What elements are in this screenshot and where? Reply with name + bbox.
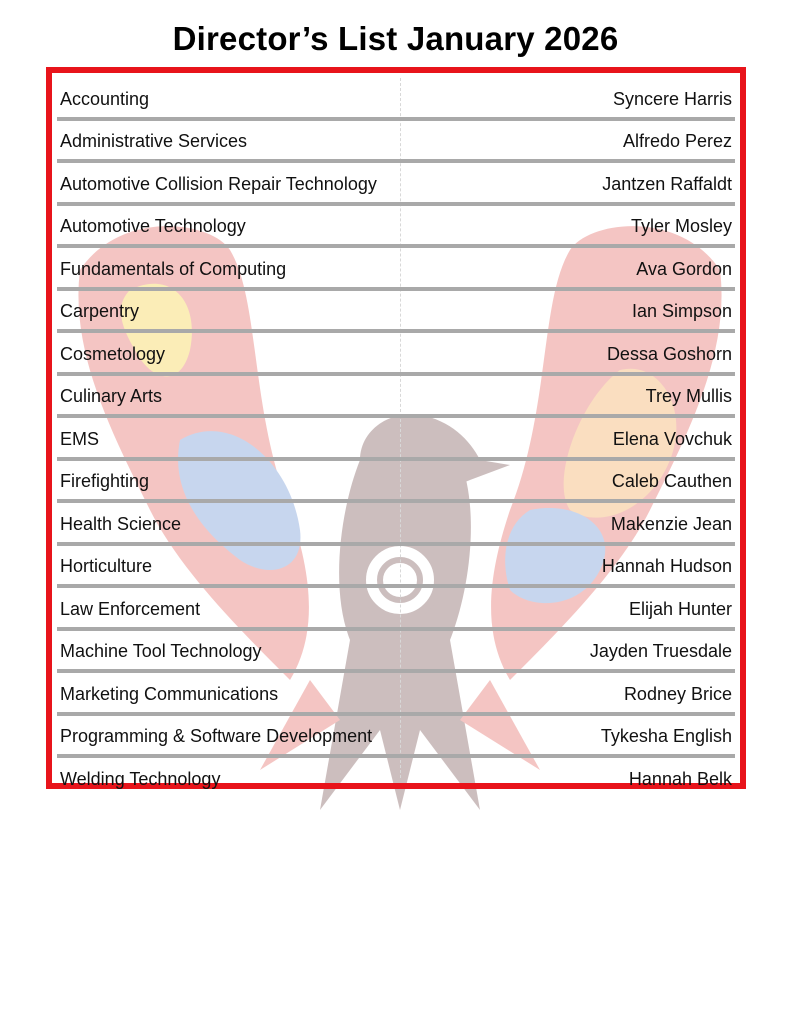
student-name: Alfredo Perez (622, 131, 732, 152)
student-name: Tykesha English (600, 726, 732, 747)
list-item (57, 163, 735, 206)
student-name: Jantzen Raffaldt (602, 173, 732, 194)
list-item (57, 333, 735, 376)
list-item (57, 546, 735, 589)
program-name: Horticulture (60, 556, 153, 577)
list-item (57, 376, 735, 419)
student-name: Tyler Mosley (630, 216, 732, 237)
program-name: Health Science (60, 513, 182, 534)
program-name: Carpentry (60, 301, 140, 322)
list-item (57, 206, 735, 249)
program-name: Accounting (60, 88, 150, 109)
page-title: Director’s List January 2026 (172, 20, 619, 57)
student-name: Elena Vovchuk (612, 428, 732, 449)
student-name: Rodney Brice (623, 683, 732, 704)
student-name: Trey Mullis (645, 386, 732, 407)
student-name: Hannah Hudson (601, 556, 732, 577)
student-name: Caleb Cauthen (611, 471, 732, 492)
program-name: Administrative Services (60, 131, 248, 152)
program-name: Programming & Software Development (60, 726, 373, 747)
student-name: Elijah Hunter (628, 598, 732, 619)
program-name: Culinary Arts (60, 386, 163, 407)
list-item (57, 248, 735, 291)
list-item (57, 418, 735, 461)
student-name: Jayden Truesdale (589, 641, 732, 662)
student-name: Syncere Harris (612, 88, 732, 109)
list-item (57, 673, 735, 716)
directors-list-body (57, 78, 735, 789)
list-item (57, 503, 735, 546)
student-name: Dessa Goshorn (606, 343, 732, 364)
list-item (57, 758, 735, 801)
list-item (57, 461, 735, 504)
program-name: Automotive Collision Repair Technology (60, 173, 377, 194)
program-name: Automotive Technology (60, 216, 246, 237)
student-name: Ava Gordon (636, 258, 732, 279)
student-name: Hannah Belk (628, 768, 732, 789)
directors-list-table (46, 67, 746, 789)
program-name: Machine Tool Technology (60, 641, 262, 662)
program-name: Firefighting (60, 471, 150, 492)
list-item (57, 291, 735, 334)
list-item (57, 631, 735, 674)
program-name: EMS (60, 428, 100, 449)
student-name: Ian Simpson (631, 301, 732, 322)
student-name: Makenzie Jean (610, 513, 732, 534)
list-item (57, 588, 735, 631)
program-name: Fundamentals of Computing (60, 258, 287, 279)
program-name: Welding Technology (60, 768, 221, 789)
list-item (57, 121, 735, 164)
program-name: Marketing Communications (60, 683, 279, 704)
program-name: Law Enforcement (60, 598, 201, 619)
list-item (57, 716, 735, 759)
program-name: Cosmetology (60, 343, 166, 364)
list-item (57, 78, 735, 121)
